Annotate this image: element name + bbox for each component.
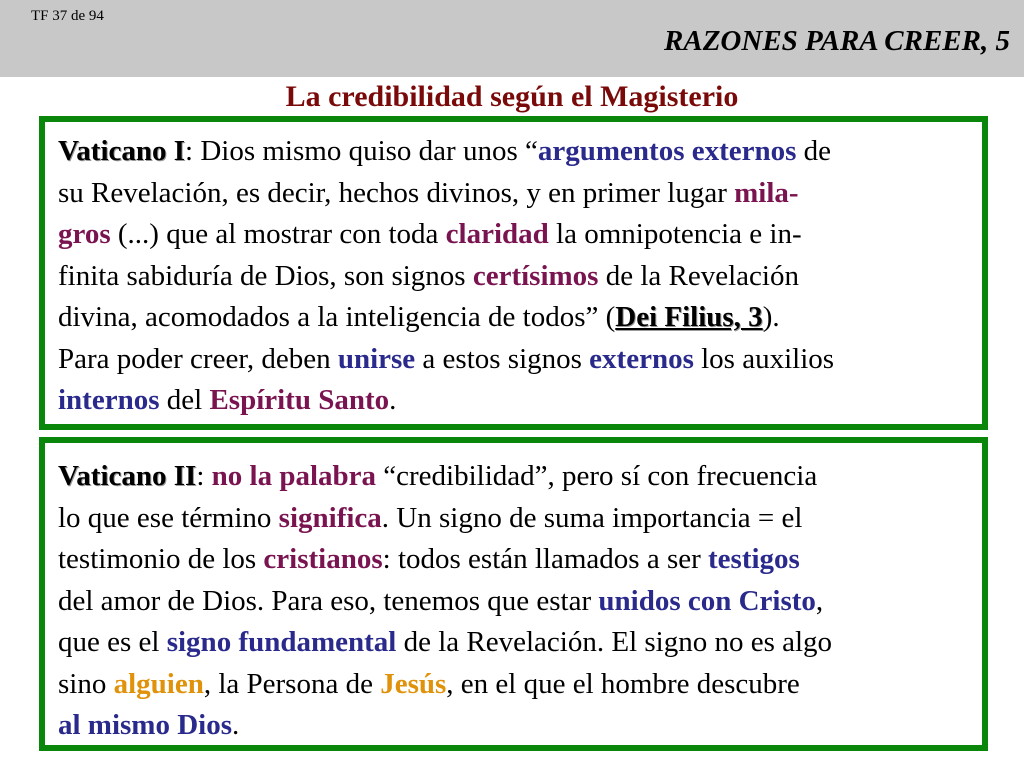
emphasis-milagros-start: mila- — [734, 176, 799, 209]
vaticano-ii-heading: Vaticano II — [58, 460, 197, 492]
emphasis-milagros-end: gros — [58, 218, 111, 250]
text-line — [58, 581, 982, 623]
emphasis-externos: externos — [589, 342, 694, 375]
text-line — [58, 664, 982, 706]
vaticano-i-heading: Vaticano I — [58, 135, 186, 167]
text-run: . Un signo de suma importancia = el — [381, 501, 803, 534]
text-run: del amor de Dios. Para eso, tenemos que estar — [58, 584, 599, 617]
text-run: su Revelación, es decir, hechos divinos, y en primer lugar — [58, 176, 735, 209]
vaticano-ii-text — [58, 456, 982, 747]
text-line — [58, 498, 982, 540]
text-run: Para poder creer, deben — [58, 342, 338, 375]
vaticano-i-text — [58, 131, 982, 422]
emphasis-alguien: alguien — [113, 667, 204, 700]
emphasis-signo-fundamental: signo fundamental — [166, 626, 397, 658]
text-run: , en el que el hombre descubre — [446, 667, 800, 700]
text-line — [58, 456, 982, 498]
emphasis-testigos: testigos — [708, 543, 800, 575]
text-run: testimonio de los — [58, 543, 264, 575]
text-run: de la Revelación. El signo no es algo — [396, 626, 833, 658]
text-line — [58, 380, 982, 422]
text-line — [58, 214, 982, 256]
emphasis-unidos-con-cristo: unidos con Cristo — [598, 584, 816, 617]
emphasis-significa: significa — [278, 501, 382, 534]
emphasis-espiritu-santo: Espíritu Santo — [209, 384, 390, 416]
text-run: finita sabiduría de Dios, son signos — [58, 259, 473, 292]
text-line — [58, 622, 982, 664]
header-title: RAZONES PARA CREER, 5 — [664, 25, 1010, 57]
text-line — [58, 173, 982, 215]
text-run: “credibilidad”, pero sí con frecuencia — [376, 460, 818, 492]
text-run: , — [815, 584, 824, 617]
text-run: . — [232, 709, 240, 741]
emphasis-al-mismo-dios: al mismo Dios — [58, 709, 232, 741]
vaticano-i-box — [39, 116, 988, 430]
text-run: : todos están llamados a ser — [382, 543, 709, 575]
text-run: sino — [58, 667, 114, 700]
text-run: la omnipotencia e in- — [548, 218, 802, 250]
text-line — [58, 705, 982, 747]
text-line — [58, 131, 982, 173]
text-run: los auxilios — [693, 342, 835, 375]
text-run: , la Persona de — [203, 667, 381, 700]
slide-counter: TF 37 de 94 — [31, 8, 104, 24]
emphasis-unirse: unirse — [337, 342, 416, 375]
emphasis-certisimos: certísimos — [472, 259, 599, 292]
emphasis-jesus: Jesús — [380, 667, 447, 700]
text-line — [58, 339, 982, 381]
header-band — [0, 0, 1024, 77]
text-run: divina, acomodados a la inteligencia de todos” ( — [58, 301, 616, 333]
text-run: de la Revelación — [598, 259, 799, 292]
citation-dei-filius: Dei Filius, 3 — [615, 301, 763, 333]
vaticano-ii-box — [39, 437, 988, 751]
emphasis-argumentos-externos: argumentos externos — [537, 135, 797, 167]
text-run: del — [159, 384, 210, 416]
text-run: ). — [762, 301, 780, 333]
text-line — [58, 256, 982, 298]
text-run: lo que ese término — [58, 501, 279, 534]
text-run: (...) que al mostrar con toda — [110, 218, 446, 250]
emphasis-cristianos: cristianos — [263, 543, 383, 575]
text-run: de — [796, 135, 832, 167]
text-run: : Dios mismo quiso dar unos “ — [185, 135, 538, 167]
text-run: : — [196, 460, 212, 492]
text-line — [58, 539, 982, 581]
emphasis-internos: internos — [58, 384, 160, 416]
text-run: . — [389, 384, 397, 416]
text-line — [58, 297, 982, 339]
emphasis-claridad: claridad — [445, 218, 549, 250]
text-run: que es el — [58, 626, 167, 658]
emphasis-no-la-palabra: no la palabra — [211, 460, 377, 492]
text-run: a estos signos — [415, 342, 590, 375]
slide-subtitle: La credibilidad según el Magisterio — [285, 80, 739, 113]
